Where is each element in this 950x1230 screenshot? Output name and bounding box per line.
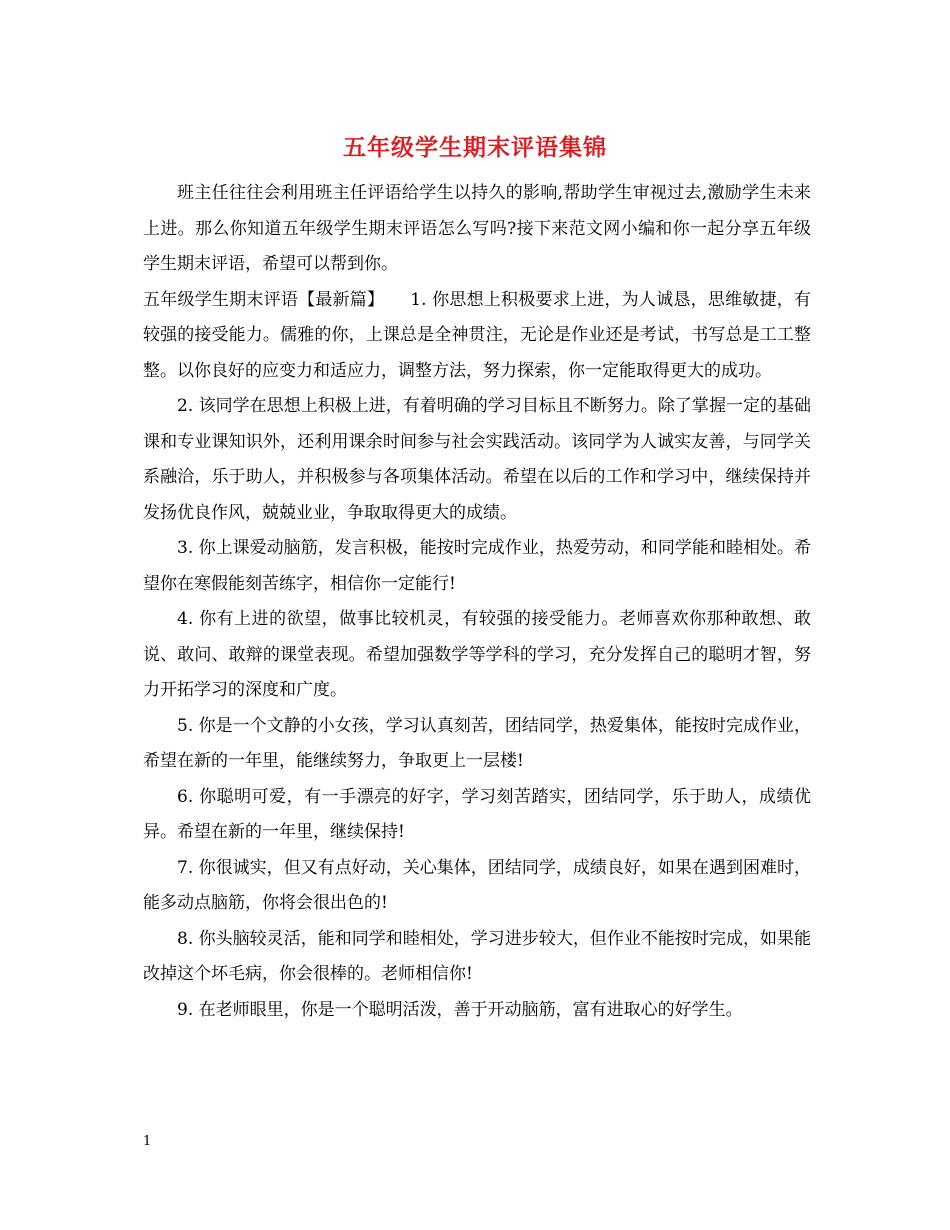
comment-item-6: 6. 你聪明可爱，有一手漂亮的好字，学习刻苦踏实，团结同学，乐于助人，成绩优异。希望在新的一年里，继续保持! [143, 786, 811, 842]
comment-item-7: 7. 你很诚实，但又有点好动，关心集体，团结同学，成绩良好，如果在遇到困难时，能多动点脑筋，你将会很出色的! [143, 857, 811, 913]
section-heading: 五年级学生期末评语【最新篇】 [143, 289, 385, 310]
comment-item-4: 4. 你有上进的欲望，做事比较机灵，有较强的接受能力。老师喜欢你那种敢想、敢说、敢问、敢辩的课堂表现。希望加强数学等学科的学习，充分发挥自己的聪明才智，努力开拓学习的深度和广度。 [143, 609, 811, 700]
comment-item-1: 1. 你思想上积极要求上进，为人诚恳，思维敏捷，有较强的接受能力。儒雅的你，上课总是全神贯注，无论是作业还是考试，书写总是工工整整。以你良好的应变力和适应力，调整方法，努力探索，你一定能取得更大的成功。 [143, 289, 812, 381]
comment-item-8: 8. 你头脑较灵活，能和同学和睦相处，学习进步较大，但作业不能按时完成，如果能改掉这个坏毛病，你会很棒的。老师相信你! [143, 928, 811, 984]
comment-item-3: 3. 你上课爱动脑筋，发言积极，能按时完成作业，热爱劳动，和同学能和睦相处。希望你在寒假能刻苦练字，相信你一定能行! [143, 538, 811, 594]
document-body [143, 176, 811, 1028]
comment-item-5: 5. 你是一个文静的小女孩，学习认真刻苦，团结同学，热爱集体，能按时完成作业，希望在新的一年里，能继续努力，争取更上一层楼! [143, 715, 811, 771]
page-number: 1 [143, 1134, 152, 1149]
document-title: 五年级学生期末评语集锦 [343, 134, 607, 161]
comment-item-9: 9. 在老师眼里，你是一个聪明活泼，善于开动脑筋，富有进取心的好学生。 [177, 999, 743, 1020]
intro-paragraph: 班主任往往会利用班主任评语给学生以持久的影响,帮助学生审视过去,激励学生未来上进。那么你知道五年级学生期末评语怎么写吗?接下来范文网小编和你一起分享五年级学生期末评语，希望可以帮到你。 [143, 183, 811, 274]
comment-item-2: 2. 该同学在思想上积极上进，有着明确的学习目标且不断努力。除了掌握一定的基础课和专业课知识外，还利用课余时间参与社会实践活动。该同学为人诚实友善，与同学关系融洽，乐于助人，并积极参与各项集体活动。希望在以后的工作和学习中，继续保持并发扬优良作风，兢兢业业，争取取得更大的成绩。 [143, 396, 811, 523]
section-paragraph [143, 283, 811, 390]
